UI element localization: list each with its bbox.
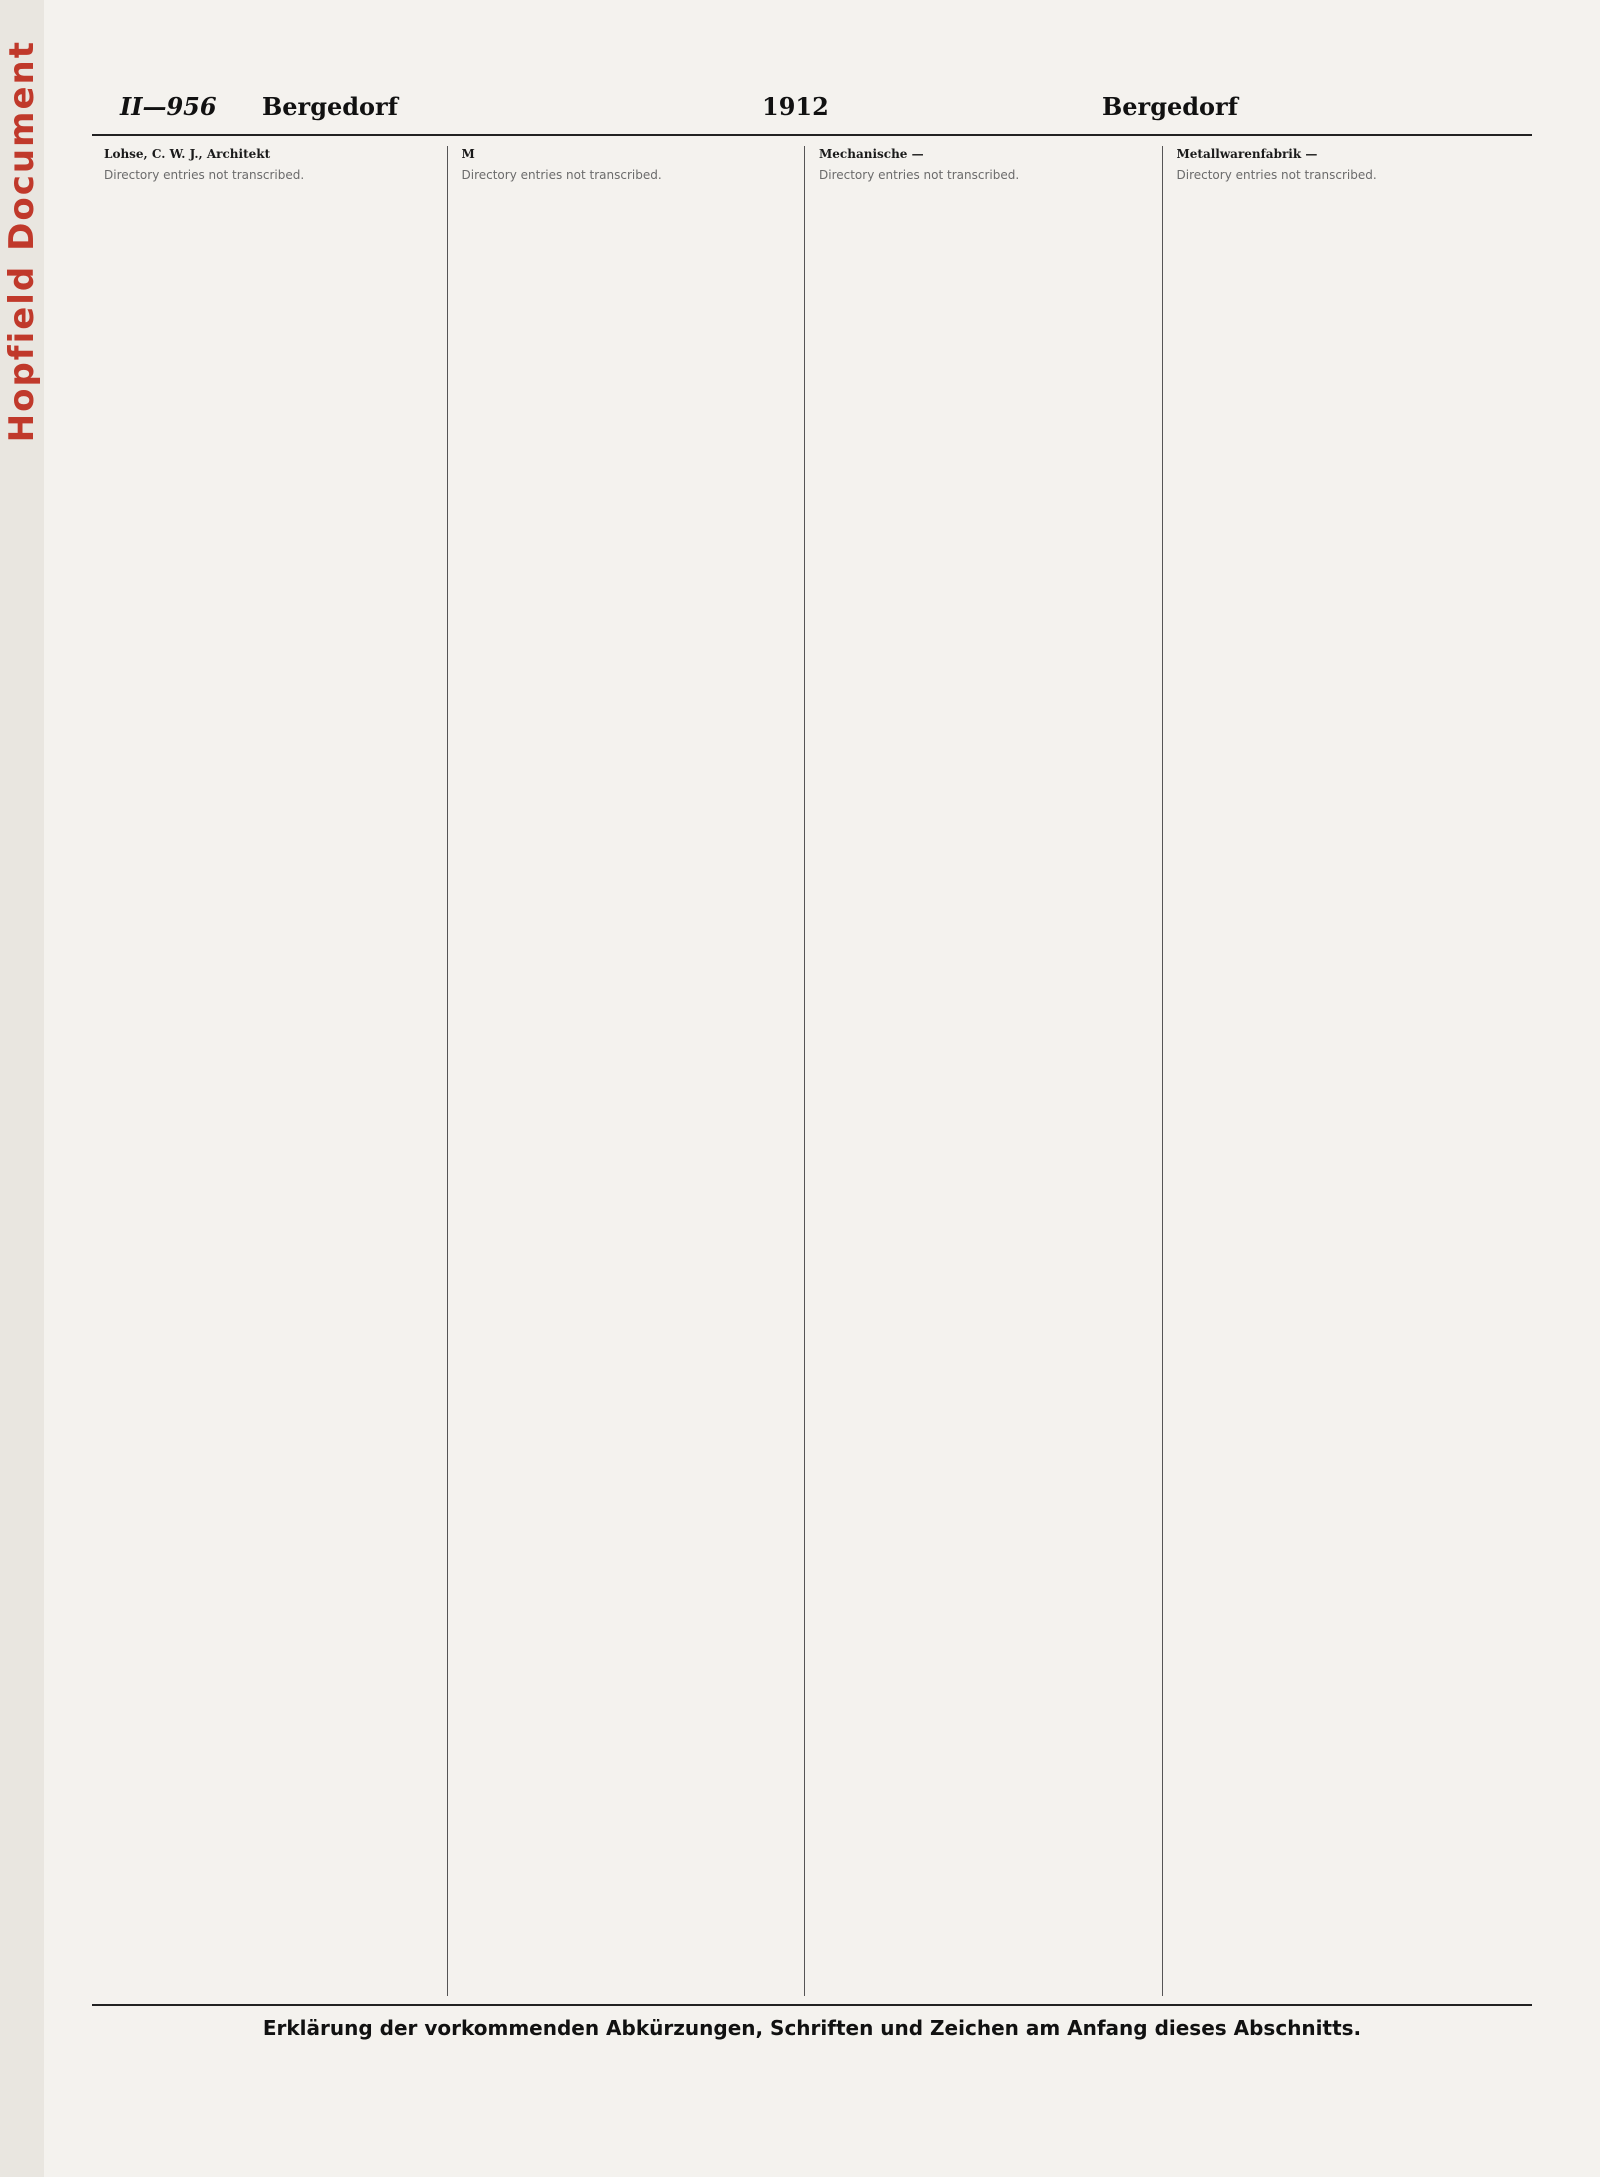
column-1 [104,146,448,1996]
running-title-right: Bergedorf [1102,92,1239,121]
directory-columns [104,146,1520,1996]
column-2-head: M [461,147,475,161]
column-3-note: Directory entries not transcribed. [819,168,1020,182]
binding-spine [0,0,44,2177]
column-1-head: Lohse, C. W. J., Architekt [104,147,271,161]
spine-label: Hopfield Document [2,40,42,443]
column-1-note: Directory entries not transcribed. [104,168,305,182]
page-number: II—956 [120,92,217,121]
running-title-left: Bergedorf [262,92,399,121]
page-header [92,86,1532,136]
directory-page [92,86,1532,2046]
column-2 [462,146,806,1996]
page-footer: Erklärung der vorkommenden Abkürzungen, Schriften und Zeichen am Anfang dieses Abschnitts. [92,2004,1532,2040]
column-2-note: Directory entries not transcribed. [461,168,662,182]
column-3 [819,146,1163,1996]
column-3-head: Mechanische — [819,147,924,161]
year: 1912 [762,92,829,121]
column-4-note: Directory entries not transcribed. [1176,168,1377,182]
column-4 [1177,146,1521,1996]
column-4-head: Metallwarenfabrik — [1176,147,1318,161]
